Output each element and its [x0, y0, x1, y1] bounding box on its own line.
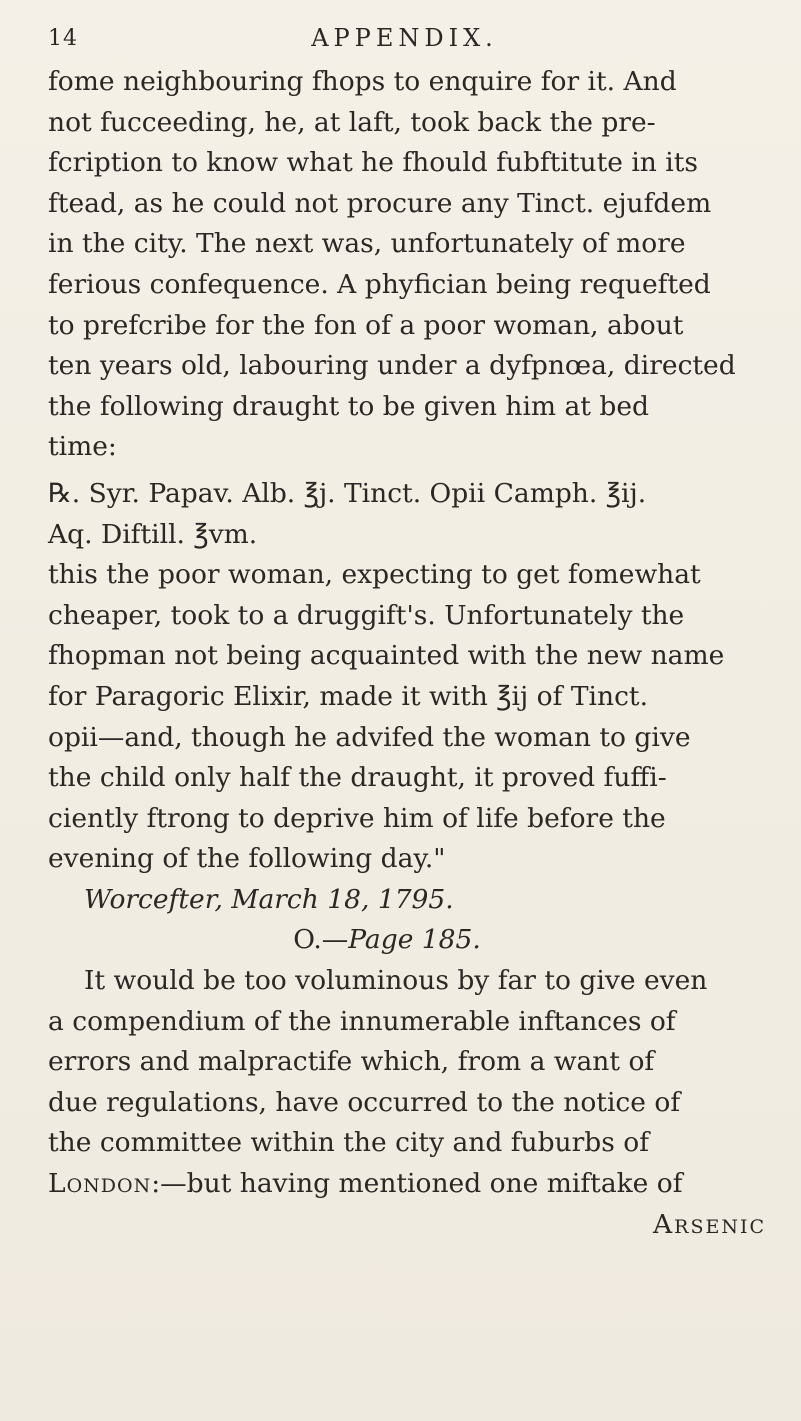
text-line: ferious confequence. A phyfician being requefted: [48, 268, 711, 300]
section-reference: [48, 920, 766, 961]
section-letter: O.—: [293, 924, 349, 956]
text-line-last: [48, 1164, 766, 1205]
section-page: Page 185.: [348, 924, 481, 956]
text-line: It would be too voluminous by far to give even: [84, 965, 708, 997]
text-line: ciently ftrong to deprive him of life before the: [48, 802, 666, 834]
text-line: ftead, as he could not procure any Tinct. ejufdem: [48, 187, 712, 219]
prescription: [48, 474, 766, 555]
text-line: fcription to know what he fhould fubftitute in its: [48, 147, 699, 179]
text-line: in the city. The next was, unfortunately of more: [48, 228, 686, 260]
text-line: for Paragoric Elixir, made it with ℥ij of Tinct.: [48, 680, 648, 712]
text-line: a compendium of the innumerable inftances of: [48, 1005, 676, 1037]
page-number: 14: [48, 26, 78, 51]
text-line: to prefcribe for the fon of a poor woman, about: [48, 309, 684, 341]
text-line: errors and malpractife which, from a want of: [48, 1046, 655, 1078]
text-line: fome neighbouring fhops to enquire for it. And: [48, 66, 677, 97]
text-line: time:: [48, 431, 117, 463]
catchword-row: [48, 1205, 766, 1246]
catchword: Arsenic: [653, 1208, 766, 1240]
page-header: [48, 22, 761, 62]
text-line: due regulations, have occurred to the notice of: [48, 1086, 681, 1118]
signature: Worcefter, March 18, 1795.: [84, 883, 454, 915]
text-line: opii—and, though he advifed the woman to give: [48, 721, 691, 753]
paragraph-3: [48, 961, 766, 1205]
text-line: evening of the following day.": [48, 843, 446, 875]
prescription-line: Aq. Diftill. ℥vm.: [48, 518, 258, 550]
text-line-rest: :—but having mentioned one miftake of: [151, 1168, 683, 1200]
text-line: the committee within the city and fuburbs of: [48, 1127, 650, 1159]
text-line: fhopman not being acquainted with the new name: [48, 640, 725, 672]
text-line: cheaper, took to a druggift's. Unfortunately the: [48, 599, 685, 631]
paragraph-1: [48, 62, 766, 468]
prescription-line: ℞. Syr. Papav. Alb. ℥j. Tinct. Opii Camph. ℥ij.: [48, 477, 647, 509]
text-line: the child only half the draught, it proved fuffi-: [48, 762, 667, 794]
text-line: the following draught to be given him at bed: [48, 390, 649, 422]
text-line: ten years old, labouring under a dyfpnœa, directed: [48, 350, 736, 382]
text-line: not fucceeding, he, at laft, took back the pre-: [48, 106, 656, 138]
city-name: London: [48, 1168, 152, 1200]
paragraph-2: [48, 555, 766, 880]
body-text: [48, 62, 766, 1245]
running-head: APPENDIX.: [311, 24, 498, 52]
text-line: this the poor woman, expecting to get fomewhat: [48, 559, 701, 591]
